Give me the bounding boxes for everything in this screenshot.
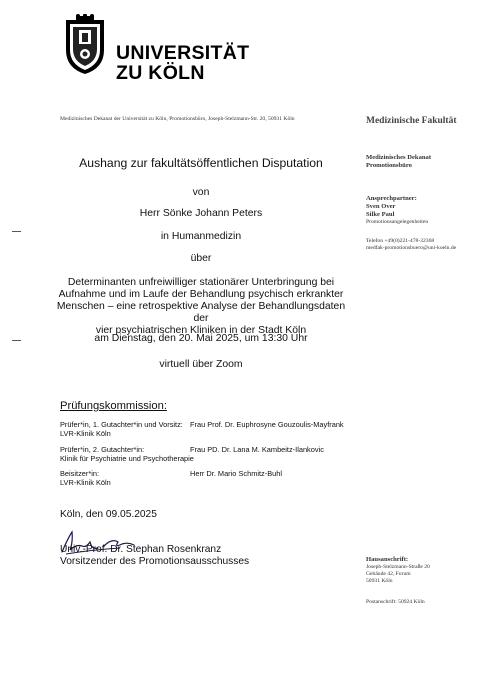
signer-name: Univ.-Prof. Dr. Stephan Rosenkranz — [60, 544, 222, 555]
issue-date: Köln, den 09.05.2025 — [60, 509, 157, 520]
disputation-datetime: am Dienstag, den 20. Mai 2025, um 13:30 Uhr — [94, 333, 308, 344]
contact-person-1: Sven Over — [366, 203, 396, 210]
sidebar-phone-email — [366, 238, 456, 252]
contact-label: Ansprechpartner: — [366, 195, 417, 202]
notice-ueber: über — [190, 253, 212, 264]
postal-address: Postanschrift: 50924 Köln — [366, 599, 425, 605]
committee-org: Klinik für Psychiatrie und Psychotherapie — [60, 454, 194, 463]
university-seal-logo — [62, 14, 108, 76]
signer-title: Vorsitzender des Promotionsausschusses — [60, 556, 250, 567]
committee-member-name: Frau PD. Dr. Lana M. Kambeitz-Ilankovic — [190, 445, 324, 454]
fold-mark — [12, 340, 21, 341]
sidebar-address — [366, 556, 430, 585]
contact-person-2: Silke Paul — [366, 211, 395, 218]
contact-email[interactable]: medfak-promotionsbuero@uni-koeln.de — [366, 245, 457, 251]
address-label: Hausanschrift: — [366, 556, 409, 563]
candidate-name: Herr Sönke Johann Peters — [139, 208, 263, 219]
sidebar-dept — [366, 154, 431, 170]
university-name-line2: ZU KÖLN — [116, 62, 205, 84]
address-line-1: Joseph-Stelzmann-Straße 20 — [366, 564, 430, 570]
faculty-name: Medizinische Fakultät — [366, 116, 457, 126]
contact-phone: Telefon +49(0)221-478-32368 — [366, 238, 435, 244]
sidebar-contact — [366, 195, 428, 226]
address-line-2: Gebäude 42, Forum — [366, 571, 411, 577]
committee-member-name: Herr Dr. Mario Schmitz-Buhl — [190, 469, 282, 478]
notice-von: von — [192, 187, 210, 198]
committee-org: LVR-Klinik Köln — [60, 478, 111, 487]
sidebar-dept-line1: Medizinisches Dekanat — [366, 154, 432, 161]
notice-title: Aushang zur fakultätsöffentlichen Disputation — [79, 156, 323, 170]
thesis-topic-line1: Determinanten unfreiwilliger stationärer Unterbringung bei — [67, 277, 335, 288]
signatory — [60, 544, 249, 568]
university-name-line1: UNIVERSITÄT — [116, 42, 250, 64]
disputation-place: virtuell über Zoom — [159, 359, 243, 370]
committee-org: LVR-Klinik Köln — [60, 429, 111, 438]
committee-row-2 — [60, 445, 194, 463]
contact-topic: Promotionsangelegenheiten — [366, 219, 429, 225]
committee-role: Prüfer*in, 1. Gutachter*in und Vorsitz: — [60, 420, 183, 429]
university-name — [116, 43, 249, 83]
sidebar-dept-line2: Promotionsbüro — [366, 162, 412, 169]
thesis-topic-line4: vier psychiatrischen Kliniken in der Stadt Köln — [95, 325, 307, 336]
address-line-3: 50931 Köln — [366, 578, 393, 584]
thesis-topic-line2: Aufnahme und im Laufe der Behandlung psychisch erkrankter — [58, 289, 344, 300]
committee-heading: Prüfungskommission: — [60, 400, 167, 412]
committee-member-name: Frau Prof. Dr. Euphrosyne Gouzoulis-Mayfrank — [190, 420, 344, 429]
fold-mark — [12, 231, 21, 232]
thesis-topic — [50, 277, 352, 337]
committee-row-1 — [60, 420, 183, 438]
degree-field: in Humanmedizin — [160, 231, 242, 242]
committee-role: Beisitzer*in: — [60, 469, 100, 478]
committee-row-3 — [60, 469, 111, 487]
sender-address-line: Medizinisches Dekanat der Universität zu Köln, Promotionsbüro, Joseph-Stelzmann-Str. 20, 50931 Köln — [60, 116, 295, 122]
thesis-topic-line3: Menschen – eine retrospektive Analyse der Behandlungsdaten der — [56, 301, 346, 324]
committee-role: Prüfer*in, 2. Gutachter*in: — [60, 445, 145, 454]
